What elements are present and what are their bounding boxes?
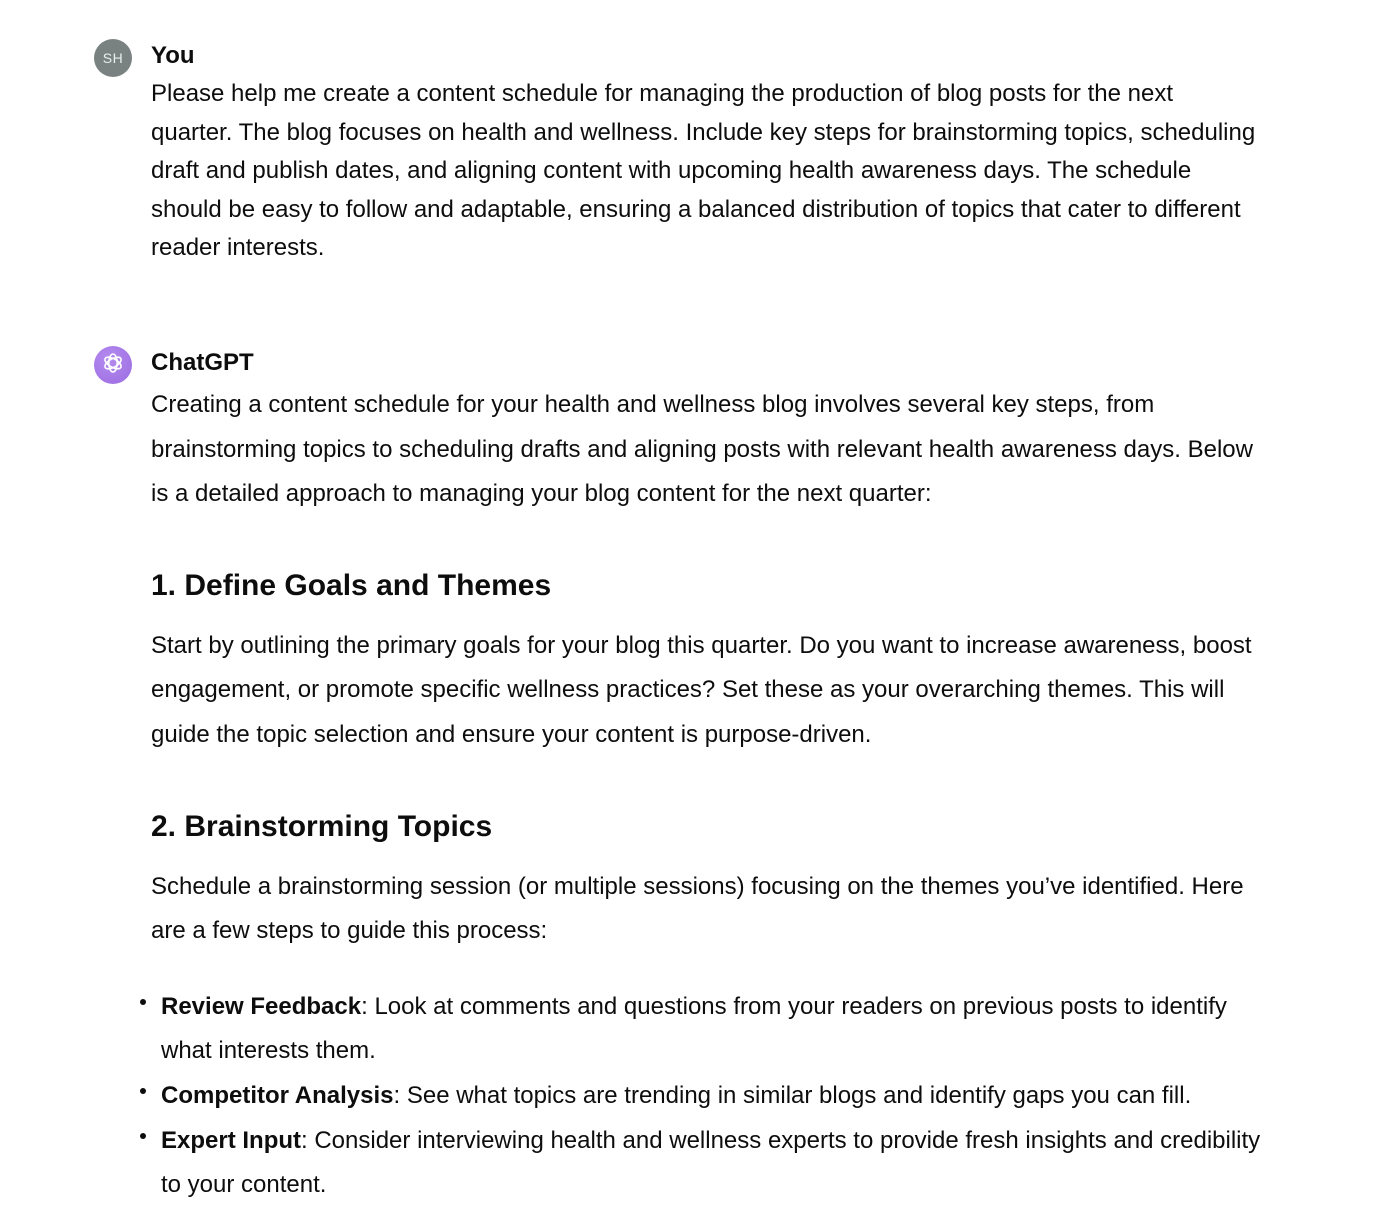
- list-item: [151, 1119, 1261, 1208]
- list-item-term: Expert Input: [161, 1126, 302, 1154]
- brainstorming-steps-list: [151, 985, 1261, 1208]
- section-body-brainstorming: Schedule a brainstorming session (or multiple sessions) focusing on the themes you’ve identified. Here are a few steps to guide this process:: [151, 872, 1244, 945]
- assistant-message-body: [151, 383, 1261, 1208]
- user-avatar-initials: SH: [102, 50, 124, 66]
- section-heading-goals: 1. Define Goals and Themes: [151, 568, 552, 602]
- list-item-text: : See what topics are trending in similar blogs and identify gaps you can fill.: [393, 1081, 1192, 1109]
- list-item: [151, 1074, 1261, 1119]
- section-heading-brainstorming: 2. Brainstorming Topics: [151, 809, 493, 843]
- list-item-term: Competitor Analysis: [161, 1081, 394, 1109]
- openai-logo-icon: [99, 349, 127, 382]
- section-body-goals: Start by outlining the primary goals for your blog this quarter. Do you want to increase awareness, boost engagement, or promote specific wellness practices? Set these as your overarching themes. This will guide the topic selection and ensure your content is purpose-driven.: [151, 631, 1252, 748]
- user-message-text: Please help me create a content schedule for managing the production of blog posts for the next quarter. The blog focuses on health and wellness. Include key steps for brainstorming topics, scheduling draft and publish dates, and aligning content with upcoming health awareness days. The schedule should be easy to follow and adaptable, ensuring a balanced distribution of topics that cater to different reader interests.: [151, 80, 1256, 262]
- assistant-avatar: [94, 346, 132, 384]
- list-item-text: : Look at comments and questions from your readers on previous posts to identify what interests them.: [161, 992, 1227, 1065]
- assistant-intro-paragraph: Creating a content schedule for your health and wellness blog involves several key steps, from brainstorming topics to scheduling drafts and aligning posts with relevant health awareness days. Below is a detailed approach to managing your blog content for the next quarter:: [151, 391, 1253, 508]
- list-item: [151, 985, 1261, 1074]
- list-item-term: Review Feedback: [161, 992, 362, 1020]
- list-item-text: : Consider interviewing health and wellness experts to provide fresh insights and credibility to your content.: [161, 1126, 1261, 1199]
- user-avatar: [94, 39, 132, 77]
- assistant-author-name: ChatGPT: [151, 349, 254, 376]
- user-author-name: You: [151, 42, 195, 69]
